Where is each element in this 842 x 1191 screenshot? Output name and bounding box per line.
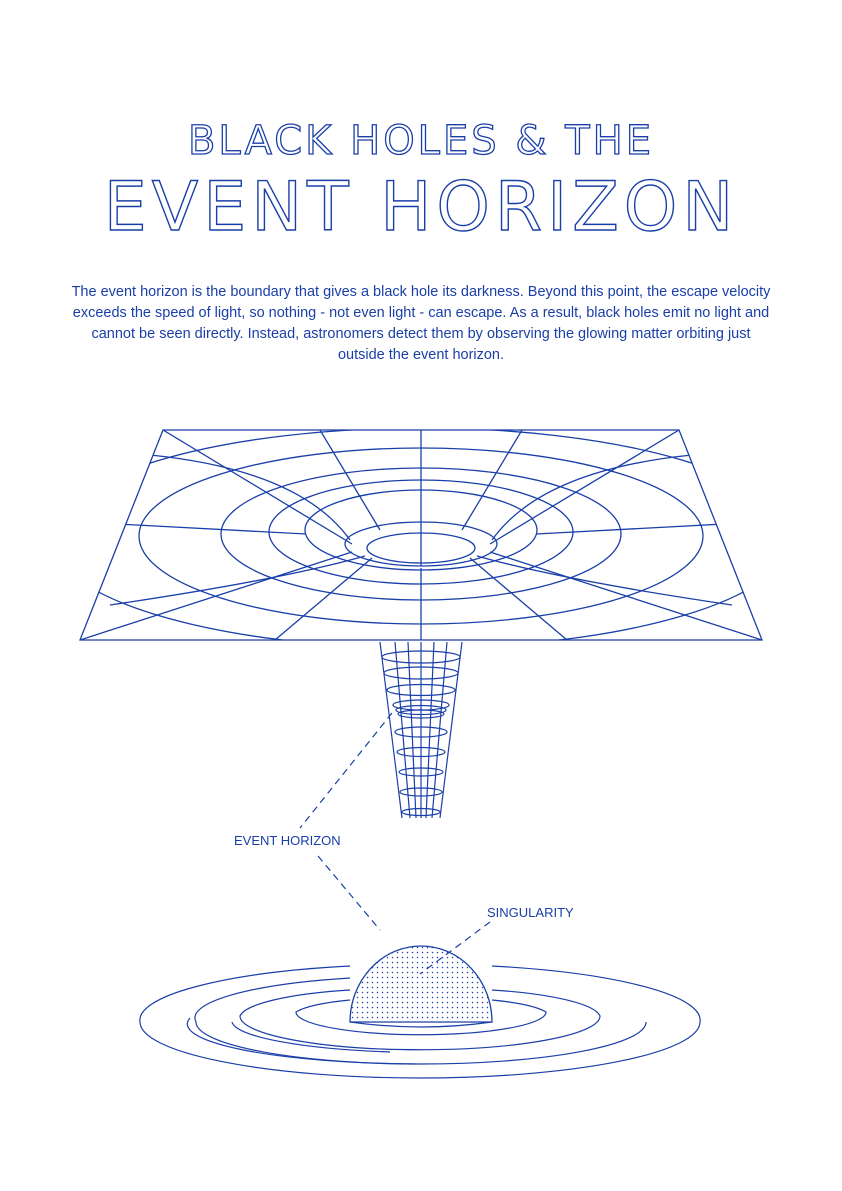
event-horizon-sphere <box>350 946 492 1027</box>
singularity-label: SINGULARITY <box>487 905 574 920</box>
funnel-tube <box>380 642 462 818</box>
intro-paragraph: The event horizon is the boundary that gives a black hole its darkness. Beyond this point, the escape velocity exceeds the speed of light, so nothing - not even light - can escape. As a result, black holes emit no light and cannot be seen directly. Instead, astronomers detect them by observing the glowing matter orbiting just outside the event horizon. <box>71 284 771 363</box>
title-line-2: EVENT HORIZON <box>103 168 739 247</box>
title-line-1: BLACK HOLES & THE <box>187 118 655 164</box>
event-horizon-label: EVENT HORIZON <box>234 833 341 848</box>
spacetime-grid <box>51 428 791 648</box>
